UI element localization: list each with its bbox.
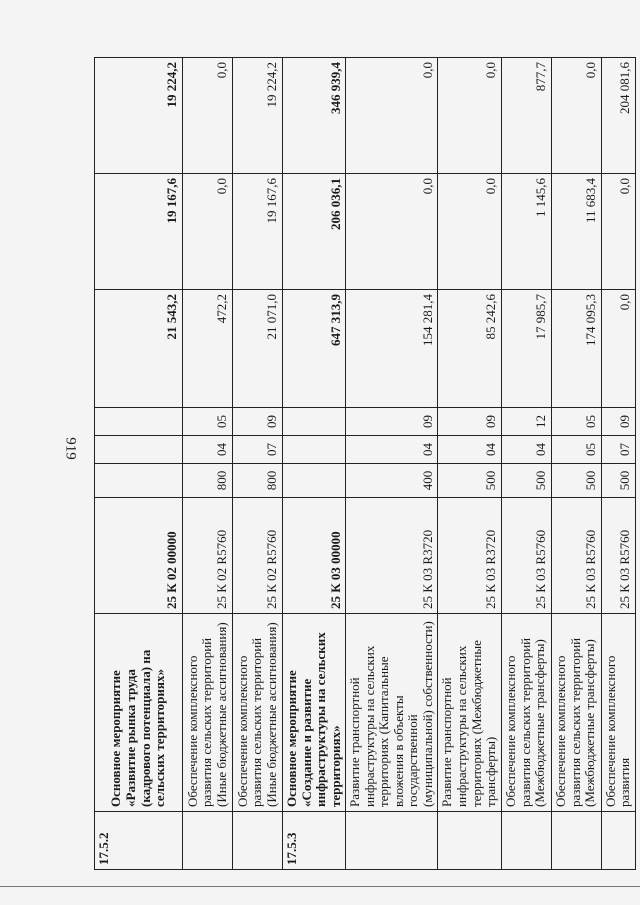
row-index [551,812,601,870]
row-code-b: 04 [346,436,438,464]
row-index [501,812,551,870]
row-value-2: 11 683,4 [551,174,601,290]
row-value-2: 1 145,6 [501,174,551,290]
rotated-table [94,58,633,870]
row-value-2: 206 036,1 [283,174,346,290]
row-code: 25 К 03 R5760 [501,498,551,614]
row-value-1: 154 281,4 [346,290,438,408]
table-row [501,58,551,870]
row-value-1: 0,0 [601,290,635,408]
row-value-3: 877,7 [501,58,551,174]
row-value-3: 0,0 [183,58,233,174]
budget-table-container [94,58,633,870]
row-code-c: 09 [346,408,438,436]
table-row [183,58,233,870]
row-code-b [283,436,346,464]
row-name: Обеспечение комплексного развития сельских территорий (Иные бюджетные ассигнования) [183,614,233,812]
row-value-1: 647 313,9 [283,290,346,408]
row-value-3: 0,0 [438,58,501,174]
row-index [438,812,501,870]
row-value-1: 174 095,3 [551,290,601,408]
row-name: Обеспечение комплексного развития сельских территорий (Межбюджетные трансферты) [501,614,551,812]
row-code-b: 07 [601,436,635,464]
row-code-b [95,436,183,464]
row-code-c: 09 [233,408,283,436]
row-code: 25 К 02 R5760 [183,498,233,614]
row-code-c: 05 [551,408,601,436]
row-code-a: 500 [551,464,601,498]
row-code-a: 800 [183,464,233,498]
row-value-3: 204 081,6 [601,58,635,174]
bottom-rule [0,886,640,887]
row-code: 25 К 03 R3720 [438,498,501,614]
row-code-c [283,408,346,436]
row-code-c: 09 [601,408,635,436]
row-code-b: 04 [183,436,233,464]
row-code-b: 05 [551,436,601,464]
row-code: 25 К 03 00000 [283,498,346,614]
row-index: 17.5.3 [283,812,346,870]
row-code-b: 04 [438,436,501,464]
row-value-2: 19 167,6 [95,174,183,290]
table-row-main [95,58,183,870]
page-number: 919 [62,437,79,460]
row-value-3: 19 224,2 [95,58,183,174]
row-value-2: 0,0 [601,174,635,290]
row-code: 25 К 02 R5760 [233,498,283,614]
row-code-a: 500 [601,464,635,498]
table-row [438,58,501,870]
row-value-3: 0,0 [551,58,601,174]
row-name: Обеспечение комплексного развития [601,614,635,812]
row-value-3: 19 224,2 [233,58,283,174]
row-value-3: 0,0 [346,58,438,174]
row-name: Основное мероприятие «Развитие рынка труда (кадрового потенциала) на сельских территориях» [95,614,183,812]
row-value-2: 19 167,6 [233,174,283,290]
row-code-c: 12 [501,408,551,436]
row-name: Обеспечение комплексного развития сельских территорий (Иные бюджетные ассигнования) [233,614,283,812]
row-value-1: 21 543,2 [95,290,183,408]
row-value-2: 0,0 [346,174,438,290]
row-index [346,812,438,870]
row-code-b: 07 [233,436,283,464]
row-name: Развитие транспортной инфраструктуры на сельских территориях (Капитальные вложения в объекты государственной (муниципальной) собственности) [346,614,438,812]
row-value-1: 21 071,0 [233,290,283,408]
row-name: Основное мероприятие «Создание и развитие инфраструктуры на сельских территориях» [283,614,346,812]
row-code: 25 К 03 R5760 [551,498,601,614]
table-row [346,58,438,870]
row-code-a: 500 [501,464,551,498]
row-code-a: 800 [233,464,283,498]
row-code-a [283,464,346,498]
row-value-2: 0,0 [183,174,233,290]
row-code-a [95,464,183,498]
table-row [233,58,283,870]
row-value-3: 346 939,4 [283,58,346,174]
row-code: 25 К 03 R5760 [601,498,635,614]
row-name: Обеспечение комплексного развития сельских территорий (Межбюджетные трансферты) [551,614,601,812]
row-code-c [95,408,183,436]
row-code-c: 05 [183,408,233,436]
row-code-a: 500 [438,464,501,498]
budget-table [94,57,636,870]
row-code-a: 400 [346,464,438,498]
row-code-b: 04 [501,436,551,464]
row-name: Развитие транспортной инфраструктуры на сельских территориях (Межбюджетные трансферты) [438,614,501,812]
row-code: 25 К 02 00000 [95,498,183,614]
row-value-1: 85 242,6 [438,290,501,408]
row-value-2: 0,0 [438,174,501,290]
row-code: 25 К 03 R3720 [346,498,438,614]
row-code-c: 09 [438,408,501,436]
table-row [601,58,635,870]
row-index: 17.5.2 [95,812,183,870]
row-index [233,812,283,870]
table-row [551,58,601,870]
row-index [601,812,635,870]
table-row-main [283,58,346,870]
row-value-1: 17 985,7 [501,290,551,408]
row-index [183,812,233,870]
row-value-1: 472,2 [183,290,233,408]
